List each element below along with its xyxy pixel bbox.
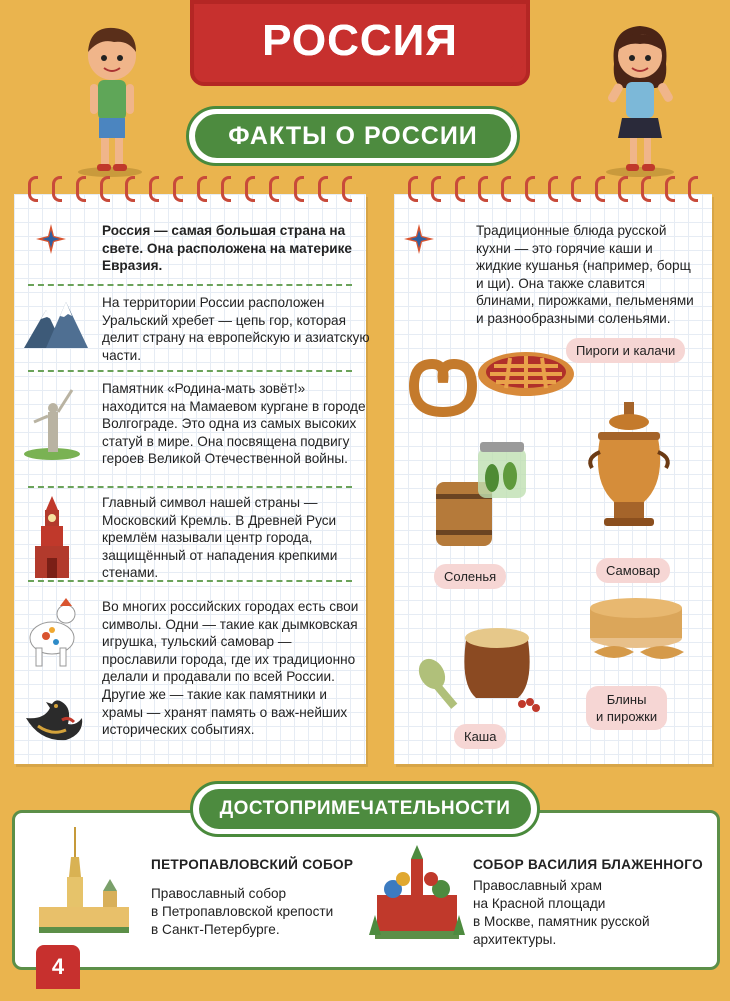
facts-notebook-right <box>394 194 712 764</box>
tag-bliny: Блины и пирожки <box>586 686 667 730</box>
girl-illustration <box>596 14 686 179</box>
sight-text-st-basil: Православный храм на Красной площади в Москве, памятник русской архитектуры. <box>473 878 650 947</box>
motherland-statue-icon <box>22 382 82 462</box>
notebook-rings <box>408 176 698 206</box>
fact-kremlin: Главный символ нашей страны — Московский Кремль. В Древней Руси кремлём называли центр города, защищённый от нападения крепкими стенами. <box>102 495 338 581</box>
divider <box>28 370 352 372</box>
page-title: РОССИЯ <box>262 16 458 65</box>
compass-rose-icon <box>404 224 434 254</box>
title-banner <box>190 0 530 86</box>
fact-motherland: Памятник «Родина-мать зовёт!» находится на Мамаевом кургане в городе Волгограде. Это одна из самых высоких статуй в мире. Она посвящена подвигу героев Великой Отечественной войны. <box>102 381 366 467</box>
samovar-icon <box>584 402 674 540</box>
tag-pirogi: Пироги и калачи <box>566 338 685 363</box>
tag-solenya: Соленья <box>434 564 506 589</box>
sights-heading: ДОСТОПРИМЕЧАТЕЛЬНОСТИ <box>219 798 511 819</box>
compass-rose-icon <box>36 224 66 254</box>
cuisine-intro: Традиционные блюда русской кухни — это горячие каши и жидкие кушанья (например, борщ и щи). Она также славится блинами, пирожками, пельменями и разнообразными соленьями. <box>476 223 694 326</box>
sight-title-peter-paul: ПЕТРОПАВЛОВСКИЙ СОБОР <box>151 857 354 872</box>
divider <box>28 284 352 286</box>
pie-icon <box>476 348 576 402</box>
st-basil-cathedral-icon <box>367 845 467 941</box>
page-number: 4 <box>36 945 80 989</box>
kremlin-tower-icon <box>30 496 74 578</box>
sight-title-st-basil: СОБОР ВАСИЛИЯ БЛАЖЕННОГО <box>473 857 703 872</box>
dymkovo-toy-icon <box>22 594 80 674</box>
page-subtitle: ФАКТЫ О РОССИИ <box>228 122 478 150</box>
fact-city-symbols: Во многих российских городах есть свои символы. Одни — такие как дымковская игрушка, тульский самовар — прославили города, где их традиционно делали и продавали по всей России. Другие же — такие как памятники и храмы — хранят память о важ-нейших исторических событиях. <box>102 599 359 738</box>
boy-illustration <box>70 14 150 179</box>
pickles-icon <box>430 442 550 552</box>
subtitle-banner <box>186 106 520 166</box>
divider <box>28 580 352 582</box>
fact-ural: На территории России расположен Уральский хребет — цепь гор, которая делит страну на европейскую и азиатскую части. <box>102 295 370 363</box>
mountains-icon <box>24 302 88 348</box>
peter-paul-cathedral-icon <box>33 827 133 937</box>
kasha-pot-icon <box>410 614 550 714</box>
khokhloma-bird-icon <box>22 690 86 748</box>
sight-text-peter-paul: Православный собор в Петропавловской крепости в Санкт-Петербурге. <box>151 886 334 937</box>
tag-kasha: Каша <box>454 724 506 749</box>
fact-russia-size: Россия — самая большая страна на свете. Она расположена на материке Евразия. <box>102 223 352 274</box>
sights-banner <box>190 781 540 837</box>
pretzel-icon <box>408 352 478 422</box>
divider <box>28 486 352 488</box>
facts-notebook-left <box>14 194 370 764</box>
tag-samovar: Самовар <box>596 558 670 583</box>
notebook-rings <box>28 176 352 206</box>
pancakes-pirozhki-icon <box>584 594 694 674</box>
